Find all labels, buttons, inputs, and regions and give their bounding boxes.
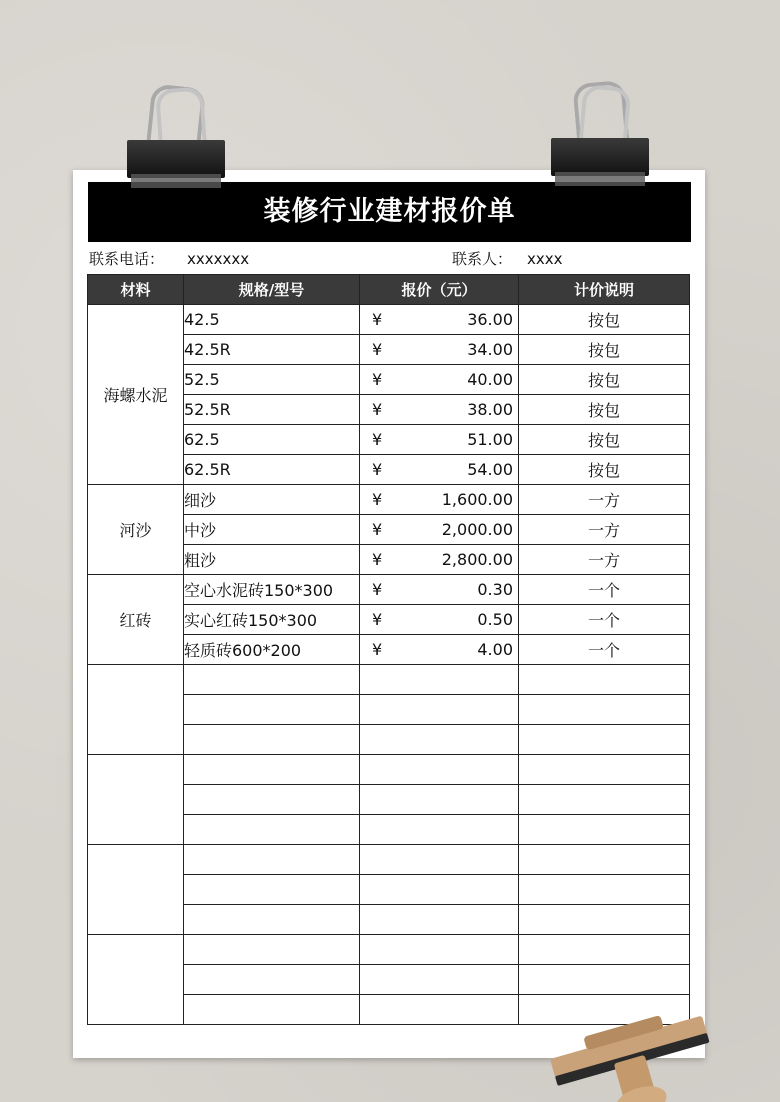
empty-material-cell — [88, 935, 184, 1025]
empty-cell — [360, 725, 519, 755]
material-cell: 河沙 — [88, 485, 184, 575]
price-cell — [360, 335, 519, 365]
price-amount: 2,800.00 — [441, 550, 513, 569]
empty-cell — [360, 845, 519, 875]
pricing-note-cell: 一方 — [519, 485, 690, 515]
price-cell — [360, 305, 519, 335]
spec-cell: 中沙 — [184, 515, 360, 545]
empty-cell — [184, 785, 360, 815]
empty-cell — [360, 785, 519, 815]
price-amount: 0.30 — [477, 580, 513, 599]
empty-cell — [519, 785, 690, 815]
pricing-note-cell: 一方 — [519, 545, 690, 575]
contact-person-value: xxxx — [527, 250, 563, 268]
price-amount: 38.00 — [467, 400, 513, 419]
contact-phone-value: xxxxxxx — [187, 250, 250, 268]
pricing-note-cell: 一个 — [519, 575, 690, 605]
price-cell — [360, 605, 519, 635]
empty-cell — [184, 725, 360, 755]
empty-material-cell — [88, 665, 184, 755]
pricing-note-cell: 按包 — [519, 455, 690, 485]
currency-symbol: ¥ — [372, 610, 383, 629]
price-amount: 1,600.00 — [441, 490, 513, 509]
pricing-note-cell: 一方 — [519, 515, 690, 545]
empty-cell — [184, 995, 360, 1025]
empty-cell — [360, 875, 519, 905]
empty-cell — [184, 875, 360, 905]
price-cell — [360, 485, 519, 515]
spec-cell: 62.5 — [184, 425, 360, 455]
empty-cell — [519, 665, 690, 695]
header-material: 材料 — [88, 275, 184, 305]
binder-clip-right — [551, 80, 649, 192]
currency-symbol: ¥ — [372, 460, 383, 479]
pricing-note-cell: 按包 — [519, 335, 690, 365]
table-header-row — [88, 275, 690, 305]
table-body — [88, 305, 690, 1025]
price-cell — [360, 635, 519, 665]
price-amount: 0.50 — [477, 610, 513, 629]
empty-cell — [360, 815, 519, 845]
empty-cell — [519, 815, 690, 845]
spec-cell: 52.5 — [184, 365, 360, 395]
price-cell — [360, 395, 519, 425]
empty-cell — [519, 755, 690, 785]
price-amount: 54.00 — [467, 460, 513, 479]
currency-symbol: ¥ — [372, 640, 383, 659]
empty-cell — [519, 875, 690, 905]
price-cell — [360, 425, 519, 455]
pricing-note-cell: 一个 — [519, 605, 690, 635]
empty-row — [88, 755, 690, 785]
price-amount: 4.00 — [477, 640, 513, 659]
header-price: 报价（元） — [360, 275, 519, 305]
currency-symbol: ¥ — [372, 340, 383, 359]
material-cell: 红砖 — [88, 575, 184, 665]
header-spec: 规格/型号 — [184, 275, 360, 305]
material-cell: 海螺水泥 — [88, 305, 184, 485]
empty-cell — [360, 665, 519, 695]
spec-cell: 细沙 — [184, 485, 360, 515]
empty-cell — [184, 815, 360, 845]
empty-cell — [184, 905, 360, 935]
spec-cell: 52.5R — [184, 395, 360, 425]
empty-cell — [519, 935, 690, 965]
empty-cell — [519, 725, 690, 755]
contact-phone-label: 联系电话： — [89, 250, 165, 268]
spec-cell: 空心水泥砖150*300 — [184, 575, 360, 605]
price-table — [87, 274, 690, 1025]
contact-person-label: 联系人： — [452, 250, 513, 268]
empty-cell — [184, 695, 360, 725]
price-cell — [360, 545, 519, 575]
currency-symbol: ¥ — [372, 580, 383, 599]
empty-cell — [360, 935, 519, 965]
table-row — [88, 305, 690, 335]
empty-cell — [360, 755, 519, 785]
pricing-note-cell: 按包 — [519, 425, 690, 455]
spec-cell: 42.5 — [184, 305, 360, 335]
wooden-stamp-icon — [548, 985, 780, 1102]
price-amount: 51.00 — [467, 430, 513, 449]
price-cell — [360, 365, 519, 395]
spec-cell: 轻质砖600*200 — [184, 635, 360, 665]
pricing-note-cell: 按包 — [519, 395, 690, 425]
price-amount: 36.00 — [467, 310, 513, 329]
document-title: 装修行业建材报价单 — [88, 182, 691, 242]
empty-material-cell — [88, 755, 184, 845]
empty-row — [88, 935, 690, 965]
empty-cell — [360, 995, 519, 1025]
table-row — [88, 485, 690, 515]
currency-symbol: ¥ — [372, 400, 383, 419]
empty-cell — [184, 755, 360, 785]
currency-symbol: ¥ — [372, 430, 383, 449]
empty-cell — [184, 665, 360, 695]
header-note: 计价说明 — [519, 275, 690, 305]
empty-row — [88, 665, 690, 695]
pricing-note-cell: 一个 — [519, 635, 690, 665]
empty-cell — [184, 935, 360, 965]
empty-cell — [519, 695, 690, 725]
empty-cell — [519, 905, 690, 935]
currency-symbol: ¥ — [372, 310, 383, 329]
currency-symbol: ¥ — [372, 550, 383, 569]
price-cell — [360, 455, 519, 485]
spec-cell: 实心红砖150*300 — [184, 605, 360, 635]
price-cell — [360, 515, 519, 545]
empty-cell — [184, 965, 360, 995]
table-row — [88, 575, 690, 605]
currency-symbol: ¥ — [372, 490, 383, 509]
price-amount: 40.00 — [467, 370, 513, 389]
pricing-note-cell: 按包 — [519, 365, 690, 395]
price-amount: 2,000.00 — [441, 520, 513, 539]
empty-cell — [360, 905, 519, 935]
spec-cell: 62.5R — [184, 455, 360, 485]
binder-clip-left — [127, 84, 225, 194]
empty-row — [88, 845, 690, 875]
currency-symbol: ¥ — [372, 370, 383, 389]
pricing-note-cell: 按包 — [519, 305, 690, 335]
currency-symbol: ¥ — [372, 520, 383, 539]
empty-cell — [360, 695, 519, 725]
spec-cell: 42.5R — [184, 335, 360, 365]
empty-cell — [360, 965, 519, 995]
spec-cell: 粗沙 — [184, 545, 360, 575]
price-cell — [360, 575, 519, 605]
empty-cell — [184, 845, 360, 875]
empty-material-cell — [88, 845, 184, 935]
price-amount: 34.00 — [467, 340, 513, 359]
empty-cell — [519, 845, 690, 875]
